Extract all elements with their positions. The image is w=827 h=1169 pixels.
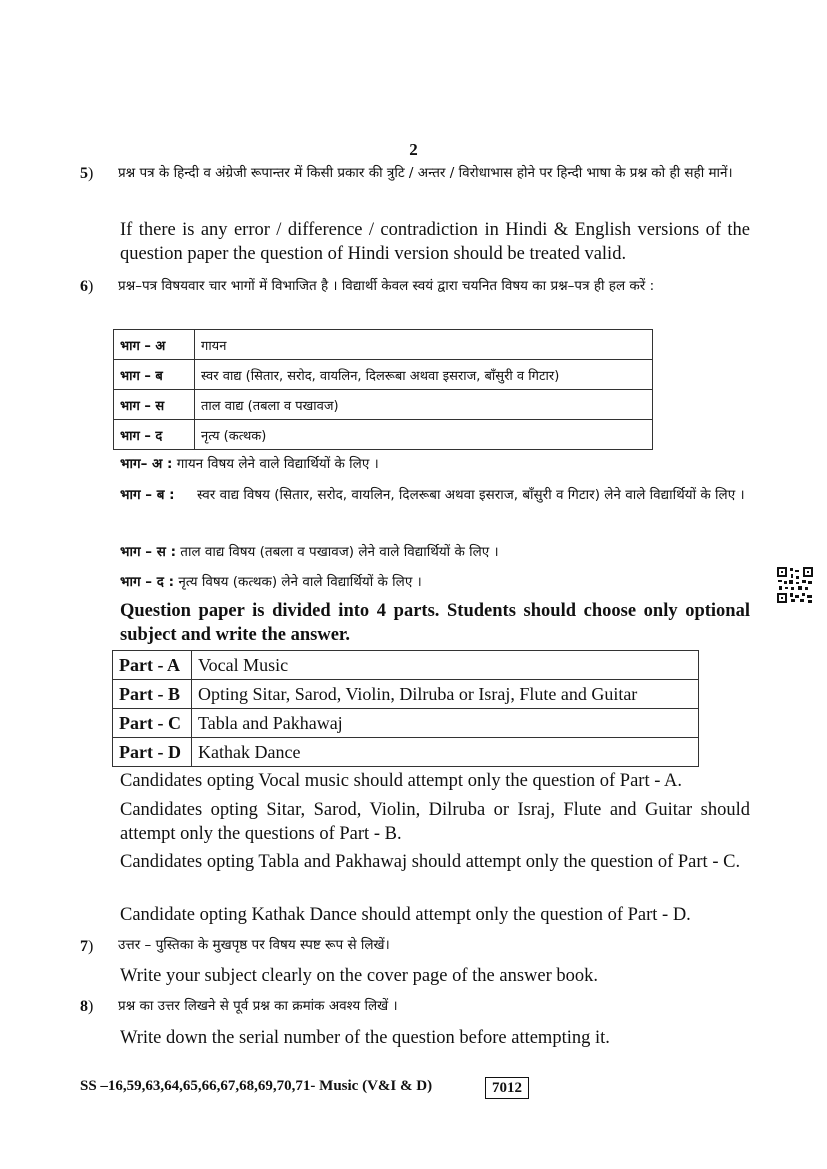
- paper-code: 7012: [485, 1077, 529, 1099]
- paper-series: SS –16,59,63,64,65,66,67,68,69,70,71- Music (V&I & D): [80, 1078, 433, 1094]
- table-row: [114, 390, 653, 420]
- part-subject: Opting Sitar, Sarod, Violin, Dilruba or Israj, Flute and Guitar: [192, 680, 699, 709]
- part-subject: स्वर वाद्य (सितार, सरोद, वायलिन, दिलरूबा अथवा इसराज, बाँसुरी व गिटार): [195, 360, 653, 390]
- question-5-english: If there is any error / difference / contradiction in Hindi & English versions of the question paper the question of Hindi version should be treated valid.: [120, 220, 750, 264]
- part-subject: ताल वाद्य (तबला व पखावज): [195, 390, 653, 420]
- part-label: Part - A: [113, 651, 192, 680]
- table-row: [113, 680, 699, 709]
- part-subject: नृत्य (कत्थक): [195, 420, 653, 450]
- table-row: [114, 360, 653, 390]
- table-row: [114, 330, 653, 360]
- table-row: [114, 420, 653, 450]
- question-8-english: Write down the serial number of the question before attempting it.: [120, 1028, 610, 1048]
- question-5-hindi: प्रश्न पत्र के हिन्दी व अंग्रेजी रूपान्तर में किसी प्रकार की त्रुटि / अन्तर / विरोधाभास होने पर हिन्दी भाषा के प्रश्न को ही सही मानें।: [118, 165, 733, 181]
- question-6-hindi: प्रश्न–पत्र विषयवार चार भागों में विभाजित है । विद्यार्थी केवल स्वयं द्वारा चयनित विषय का प्रश्न–पत्र ही हल करें :: [118, 278, 655, 294]
- question-7-number: 7): [80, 938, 94, 955]
- question-7-hindi: उत्तर – पुस्तिका के मुखपृष्ठ पर विषय स्पष्ट रूप से लिखें।: [118, 937, 390, 953]
- part-label: भाग – अ: [114, 330, 195, 360]
- qr-code-icon: [776, 566, 814, 604]
- part-label: Part - D: [113, 738, 192, 767]
- english-parts-table: [112, 650, 699, 767]
- page-number: 2: [409, 140, 418, 159]
- table-row: [113, 709, 699, 738]
- question-5-number: 5): [80, 165, 94, 182]
- part-subject: Vocal Music: [192, 651, 699, 680]
- table-row: [113, 651, 699, 680]
- hindi-note-b-label: भाग – ब :: [120, 487, 175, 503]
- part-label: भाग – स: [114, 390, 195, 420]
- english-note-c: Candidates opting Tabla and Pakhawaj should attempt only the question of Part - C.: [120, 852, 741, 872]
- part-subject: Kathak Dance: [192, 738, 699, 767]
- hindi-note-d: भाग – द : नृत्य विषय (कत्थक) लेने वाले विद्यार्थियों के लिए ।: [120, 574, 422, 590]
- part-subject: गायन: [195, 330, 653, 360]
- question-8-number: 8): [80, 998, 94, 1015]
- part-subject: Tabla and Pakhawaj: [192, 709, 699, 738]
- hindi-parts-table: [113, 329, 653, 450]
- english-note-b: Candidates opting Sitar, Sarod, Violin, Dilruba or Israj, Flute and Guitar should attempt only the questions of Part - B.: [120, 800, 750, 844]
- english-note-d: Candidate opting Kathak Dance should attempt only the question of Part - D.: [120, 905, 691, 925]
- question-6-english-heading: Question paper is divided into 4 parts. Students should choose only optional subject and write the answer.: [120, 601, 750, 645]
- question-8-hindi: प्रश्न का उत्तर लिखने से पूर्व प्रश्न का क्रमांक अवश्य लिखें ।: [118, 998, 398, 1014]
- question-6-number: 6): [80, 278, 94, 295]
- hindi-note-c: भाग – स : ताल वाद्य विषय (तबला व पखावज) लेने वाले विद्यार्थियों के लिए ।: [120, 544, 499, 560]
- part-label: भाग – ब: [114, 360, 195, 390]
- part-label: Part - B: [113, 680, 192, 709]
- part-label: Part - C: [113, 709, 192, 738]
- part-label: भाग – द: [114, 420, 195, 450]
- table-row: [113, 738, 699, 767]
- question-7-english: Write your subject clearly on the cover page of the answer book.: [120, 966, 599, 986]
- english-note-a: Candidates opting Vocal music should attempt only the question of Part - A.: [120, 771, 682, 791]
- hindi-note-b-text: स्वर वाद्य विषय (सितार, सरोद, वायलिन, दिलरूबा अथवा इसराज, बाँसुरी व गिटार) लेने वाले विद्यार्थियों के लिए ।: [197, 487, 745, 503]
- hindi-note-a: भाग– अ : गायन विषय लेने वाले विद्यार्थियों के लिए ।: [120, 456, 379, 472]
